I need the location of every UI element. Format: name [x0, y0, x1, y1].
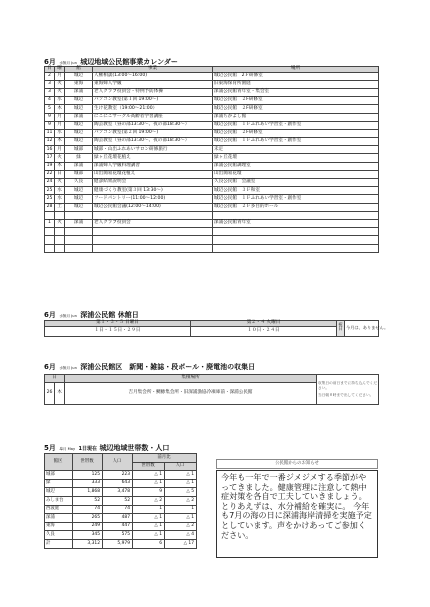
closed-title-month: 6月	[44, 311, 56, 319]
calendar-row	[45, 72, 379, 80]
calendar-hall: 城辺	[65, 72, 93, 80]
calendar-weekday: 木	[55, 105, 65, 113]
population-change-count: △ 2	[165, 522, 197, 531]
closed-holiday-label: 祝日	[337, 321, 345, 337]
calendar-hall: 城部	[65, 170, 93, 178]
calendar-place: 城辺公民館 ２F研修室	[213, 129, 379, 137]
calendar-event: 深浦婦人学級料理講習	[93, 162, 213, 170]
calendar-event: 城部・山出ふれあいサロン研修旅行	[93, 146, 213, 154]
calendar-weekday: 木	[55, 162, 65, 170]
population-households: 249	[73, 522, 103, 531]
calendar-hall: 城辺	[65, 203, 93, 211]
closed-title-main: 深浦公民館 休館日	[80, 311, 139, 319]
population-row	[45, 471, 197, 480]
population-header-compare-population: 人口	[165, 462, 197, 471]
calendar-row	[45, 228, 379, 236]
calendar-weekday: 火	[55, 80, 65, 88]
calendar-row	[45, 170, 379, 178]
calendar-place	[213, 211, 379, 219]
calendar-day: 3	[45, 80, 55, 88]
collection-title-small: 水無月 Jun	[59, 366, 77, 370]
calendar-row	[45, 138, 379, 146]
calendar-event: 老人クラブ役員会・特例予防体操	[93, 88, 213, 96]
calendar-weekday: 土	[55, 203, 65, 211]
calendar-row	[45, 211, 379, 219]
calendar-place: 深浦公民館青年室・集会室	[213, 88, 379, 96]
calendar-header-day: 日	[45, 67, 55, 73]
calendar-event: 健康づくり教室(第３回 13:30～)	[93, 187, 213, 195]
calendar-row	[45, 154, 379, 162]
calendar-hall	[65, 244, 93, 252]
population-change-count: 1	[165, 505, 197, 514]
calendar-row	[45, 179, 379, 187]
population-row	[45, 514, 197, 523]
calendar-row	[45, 88, 379, 96]
calendar-hall: 深浦	[65, 219, 93, 227]
calendar-row	[45, 146, 379, 154]
calendar-weekday: 月	[55, 113, 65, 121]
population-title-main: 城辺地域世帯数・人口	[99, 444, 170, 452]
population-header-compare-households: 世帯数	[133, 462, 165, 471]
calendar-hall: 城辺	[65, 138, 93, 146]
calendar-event: 老人クラブ役員会	[93, 219, 213, 227]
calendar-place	[213, 228, 379, 236]
closed-header-tuesdays: 第２・４ 火曜日	[191, 321, 337, 327]
calendar-hall: 城辺	[65, 195, 93, 203]
calendar-event: 城辺公民館会議(12:00～14:00)	[93, 203, 213, 211]
population-change-households: △ 1	[133, 471, 165, 480]
calendar-row	[45, 97, 379, 105]
population-change-households: △ 1	[133, 531, 165, 540]
calendar-place: 城辺公民館 ２F研修室	[213, 105, 379, 113]
calendar-weekday: 水	[55, 129, 65, 137]
population-households: 345	[73, 531, 103, 540]
calendar-day	[45, 211, 55, 219]
calendar-place: 城辺公民館 ２Ｆ多目的ホール	[213, 203, 379, 211]
calendar-hall: 緑	[65, 154, 93, 162]
collection-note-2: 当日朝８時まで出してください。	[318, 393, 374, 398]
population-change-households: △ 1	[133, 522, 165, 531]
calendar-row	[45, 121, 379, 129]
population-change-count: △ 1	[165, 514, 197, 523]
collection-table	[44, 374, 379, 405]
calendar-hall: 深浦	[65, 162, 93, 170]
calendar-place: 深浦ちかよし館	[213, 113, 379, 121]
calendar-row	[45, 219, 379, 227]
calendar-header-event: 事業	[93, 67, 213, 73]
calendar-day: 11	[45, 129, 55, 137]
calendar-title-main: 城辺地域公民館事業カレンダー	[80, 58, 178, 66]
calendar-weekday	[55, 244, 65, 252]
population-count: 74	[103, 505, 133, 514]
calendar-row	[45, 187, 379, 195]
calendar-hall	[65, 228, 93, 236]
population-area: 城部	[45, 471, 73, 480]
calendar-weekday: 水	[55, 187, 65, 195]
population-area: 計	[45, 539, 73, 548]
calendar-event: 生け花教室（19:00～21:00）	[93, 105, 213, 113]
population-change-count: △ 1	[165, 471, 197, 480]
population-count: 223	[103, 471, 133, 480]
calendar-row	[45, 195, 379, 203]
calendar-hall: 城辺	[65, 187, 93, 195]
calendar-hall: 深浦	[65, 88, 93, 96]
calendar-event	[93, 228, 213, 236]
calendar-weekday: 水	[55, 97, 65, 105]
calendar-hall: 城辺	[65, 129, 93, 137]
calendar-event: 人権相談(13:00～16:00)	[93, 72, 213, 80]
population-households: 265	[73, 514, 103, 523]
calendar-weekday: 火	[55, 88, 65, 96]
population-change-households: 1	[133, 505, 165, 514]
calendar-weekday	[55, 228, 65, 236]
closed-header-sundays: 第１・３・５ 日曜日	[45, 321, 191, 327]
calendar-day: 5	[45, 105, 55, 113]
notice-body: 今年も一年で一番ジメジメする季節がやってきました。健康管理に注意して熱中症対策を各自で工夫していきましょう。とりあえずは、水分補給を確実に。 今年も7月の海の日に深浦海岸清掃を実施予定としています。声をかけあってご参加ください。	[216, 470, 378, 558]
population-change-count: △ 2	[165, 496, 197, 505]
population-count: 487	[103, 514, 133, 523]
population-households: 125	[73, 471, 103, 480]
calendar-weekday: 木	[55, 138, 65, 146]
population-title	[44, 443, 169, 453]
population-count: 52	[103, 496, 133, 505]
population-households: 74	[73, 505, 103, 514]
calendar-day: 4	[45, 97, 55, 105]
population-row	[45, 479, 197, 488]
population-area: 久良	[45, 531, 73, 540]
calendar-day: 28	[45, 203, 55, 211]
calendar-event	[93, 236, 213, 244]
population-count: 5,979	[103, 539, 133, 548]
calendar-event: パソコン教室(第２回 19:00～)	[93, 129, 213, 137]
calendar-day	[45, 228, 55, 236]
calendar-row	[45, 105, 379, 113]
calendar-header-weekday: 曜	[55, 67, 65, 73]
calendar-day: 16	[45, 146, 55, 154]
calendar-day: 22	[45, 170, 55, 178]
calendar-place: 緑ヶ丘花壇	[213, 154, 379, 162]
collection-header-day: 日	[45, 375, 65, 383]
population-header-area: 館区	[45, 454, 73, 471]
population-area: 深浦	[45, 514, 73, 523]
calendar-hall: 城辺	[65, 105, 93, 113]
calendar-weekday	[55, 236, 65, 244]
population-households: 333	[73, 479, 103, 488]
calendar-hall: 深浦	[65, 113, 93, 121]
population-change-households: △ 1	[133, 514, 165, 523]
collection-notes	[317, 375, 379, 405]
calendar-hall	[65, 211, 93, 219]
calendar-hall	[65, 236, 93, 244]
collection-header-place: 集積場所	[65, 375, 317, 383]
population-title-month: 5月	[44, 444, 56, 452]
calendar-weekday: 月	[55, 121, 65, 129]
calendar-place	[213, 244, 379, 252]
calendar-place: 城辺公民館 ３Ｆ和室	[213, 187, 379, 195]
calendar-hall: 久良	[65, 179, 93, 187]
population-header-population: 人口	[103, 454, 133, 471]
calendar-day	[45, 244, 55, 252]
closed-holiday-value: 今月は、ありません。	[345, 321, 379, 337]
collection-title	[44, 362, 255, 372]
population-change-households: △ 1	[133, 479, 165, 488]
population-row	[45, 531, 197, 540]
calendar-weekday: 火	[55, 154, 65, 162]
calendar-title-small: 水無月 Jun	[59, 61, 77, 65]
population-area: みしま台	[45, 496, 73, 505]
calendar-row	[45, 244, 379, 252]
calendar-place: 久良公民館 会議室	[213, 179, 379, 187]
population-row	[45, 539, 197, 548]
population-households: 52	[73, 496, 103, 505]
population-count: 575	[103, 531, 133, 540]
calendar-weekday	[55, 211, 65, 219]
collection-title-month: 6月	[44, 363, 56, 371]
calendar-event: 緑ヶ丘花壇花植え	[93, 154, 213, 162]
calendar-day: 24	[45, 179, 55, 187]
collection-note-1: 収集日の前日までに持ち込んでください。	[318, 380, 378, 390]
population-households: 3,312	[73, 539, 103, 548]
collection-weekday: 木	[55, 383, 65, 405]
population-area: 城辺	[45, 488, 73, 497]
calendar-event: フードパントリー(11:00～12:00)	[93, 195, 213, 203]
closed-title	[44, 310, 139, 320]
population-change-count: △ 17	[165, 539, 197, 548]
calendar-place: 深浦公民館調理室	[213, 162, 379, 170]
calendar-place: 深浦公民館青年室	[213, 219, 379, 227]
population-header-compare: 前月比	[133, 454, 197, 463]
population-row	[45, 522, 197, 531]
calendar-row	[45, 203, 379, 211]
calendar-day: 3	[45, 88, 55, 96]
calendar-weekday: 月	[55, 146, 65, 154]
population-change-count: △ 4	[165, 531, 197, 540]
population-change-count: △ 5	[165, 488, 197, 497]
closed-sundays-dates: １日・１５日・２９日	[45, 326, 191, 336]
calendar-hall: 城辺	[65, 97, 93, 105]
population-table	[44, 453, 197, 549]
population-title-date: 1日現在	[78, 446, 97, 452]
calendar-place: 城辺公民館 １Ｆふれあい学習室・創作室	[213, 138, 379, 146]
calendar-row	[45, 162, 379, 170]
calendar-place: 城辺公民館 ２F研修室	[213, 97, 379, 105]
calendar-row	[45, 129, 379, 137]
calendar-event: 健診結果説明会	[93, 179, 213, 187]
calendar-weekday: 日	[55, 170, 65, 178]
population-change-count: △ 1	[165, 479, 197, 488]
population-households: 1,868	[73, 488, 103, 497]
closed-tuesdays-dates: １０日・２４日	[191, 326, 337, 336]
population-count: 3,478	[103, 488, 133, 497]
calendar-place: 未定	[213, 146, 379, 154]
population-header-households: 世帯数	[73, 454, 103, 471]
calendar-event: 山出簡易花壇花植え	[93, 170, 213, 178]
calendar-place: 城辺公民館 2Ｆ研修室	[213, 72, 379, 80]
population-area: 東海	[45, 522, 73, 531]
calendar-place: 旧東海保育所園庭	[213, 80, 379, 88]
calendar-event: パソコン教室(第１回 19:00～)	[93, 97, 213, 105]
closed-days-table	[44, 320, 389, 337]
calendar-day: 1	[45, 219, 55, 227]
collection-place: 吉月集会所・鯛鯵集会所・旧深浦漁協冷凍庫前・深浦公民館	[65, 383, 317, 405]
population-count: 447	[103, 522, 133, 531]
population-area: 西波庭	[45, 505, 73, 514]
calendar-event: にこにこサークル高齢者学習講座	[93, 113, 213, 121]
collection-day: 26	[45, 383, 55, 405]
calendar-day: 2	[45, 72, 55, 80]
population-row	[45, 496, 197, 505]
calendar-day: 9	[45, 113, 55, 121]
calendar-day	[45, 236, 55, 244]
calendar-place	[213, 236, 379, 244]
calendar-row	[45, 80, 379, 88]
calendar-weekday: 火	[55, 179, 65, 187]
calendar-header-place: 場所	[213, 67, 379, 73]
collection-title-main: 深浦公民館区 新聞・雑誌・段ボール・廃電池の収集日	[80, 363, 256, 371]
calendar-place: 城辺公民館 １Ｆふれあい学習室・創作室	[213, 195, 379, 203]
calendar-day: 19	[45, 162, 55, 170]
calendar-hall: 城辺	[65, 121, 93, 129]
calendar-weekday: 火	[55, 219, 65, 227]
population-area: 緑	[45, 479, 73, 488]
population-change-households: 6	[133, 539, 165, 548]
population-title-small: 皐月 May	[59, 447, 76, 451]
calendar-hall: 城部	[65, 146, 93, 154]
calendar-day: 25	[45, 187, 55, 195]
calendar-day: 9	[45, 121, 55, 129]
calendar-table	[44, 66, 379, 253]
calendar-place: 城辺公民館 １Ｆふれあい学習室・創作室	[213, 121, 379, 129]
closed-title-small: 水無月 Jun	[59, 314, 77, 318]
notice-header: 公民館からのお知らせ	[216, 459, 378, 469]
population-change-households: 9	[133, 488, 165, 497]
calendar-event: 陶芸教室（昼の部13:30～、夜の部18:30～）	[93, 138, 213, 146]
population-change-households: △ 2	[133, 496, 165, 505]
population-row	[45, 488, 197, 497]
calendar-header-hall: 館	[65, 67, 93, 73]
calendar-day: 17	[45, 154, 55, 162]
calendar-event: 東海婦人学級	[93, 80, 213, 88]
calendar-day: 25	[45, 195, 55, 203]
calendar-weekday: 水	[55, 195, 65, 203]
calendar-event: 陶芸教室（昼の部13:30～、夜の部18:30～）	[93, 121, 213, 129]
calendar-day: 12	[45, 138, 55, 146]
calendar-weekday: 月	[55, 72, 65, 80]
calendar-title-month: 6月	[44, 58, 56, 66]
calendar-place: 山出簡易花壇	[213, 170, 379, 178]
population-row	[45, 505, 197, 514]
calendar-row	[45, 113, 379, 121]
population-count: 643	[103, 479, 133, 488]
calendar-row	[45, 236, 379, 244]
calendar-hall: 東海	[65, 80, 93, 88]
calendar-event	[93, 211, 213, 219]
calendar-event	[93, 244, 213, 252]
